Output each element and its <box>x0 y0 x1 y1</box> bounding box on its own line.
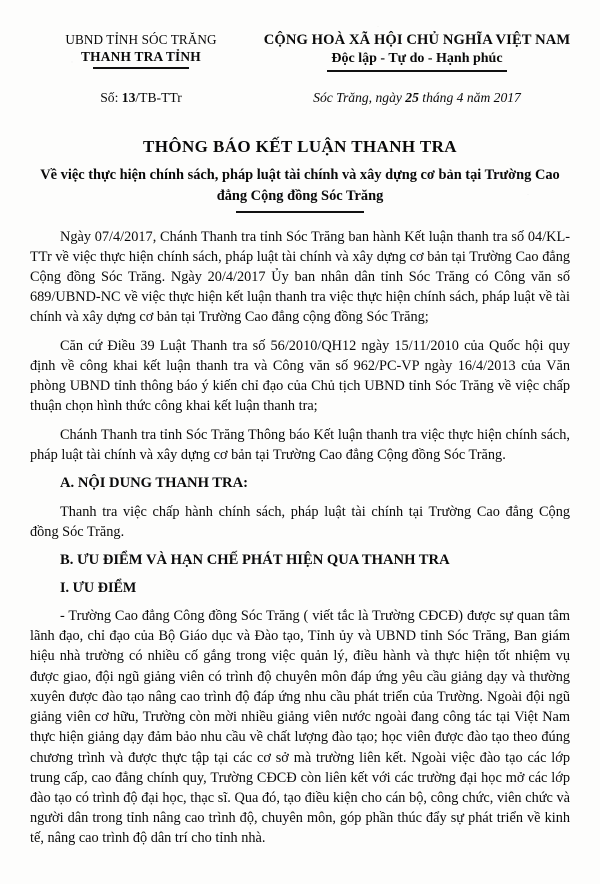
document-body <box>0 227 600 849</box>
place-date-prefix: Sóc Trăng, ngày <box>313 89 406 105</box>
section-a-body: Thanh tra việc chấp hành chính sách, pháp luật tài chính tại Trường Cao đẳng Cộng đồng Sóc Trăng. <box>30 503 570 540</box>
issuing-authority-office: THANH TRA TỈNH <box>81 48 201 64</box>
national-heading-block <box>256 32 574 72</box>
issuing-authority-block <box>26 32 256 69</box>
subsection-i-heading: I. ƯU ĐIỂM <box>60 579 137 596</box>
document-number-row <box>0 72 600 106</box>
paragraph-preamble-1: Ngày 07/4/2017, Chánh Thanh tra tỉnh Sóc Trăng ban hành Kết luận thanh tra số 04/KL-TTr về việc thực hiện chính sách, pháp luật tài chính và xây dựng cơ bản tại Trường Cao đẳng Cộng đồng Sóc Trăng. Ngày 20/4/2017 Ủy ban nhân dân tỉnh Sóc Trăng có Công văn số 689/UBND-NC về việc thực hiện kết luận thanh tra việc thực hiện chính sách, pháp luật về tài chính và xây dựng cơ bản tại Trường Cao đẳng cộng đồng Sóc Trăng; <box>30 228 570 326</box>
section-a-heading: A. NỘI DUNG THANH TRA: <box>60 474 248 491</box>
subsection-i-body: - Trường Cao đẳng Công đồng Sóc Trăng ( viết tắc là Trường CĐCĐ) được sự quan tâm lãnh đạo, chỉ đạo của Bộ Giáo dục và Đào tạo, Tỉnh ủy và UBND tỉnh Sóc Trăng, Ban giám hiệu nhà trường có nhiều cố gắng trong việc quản lý, điều hành và thực hiện tốt nhiệm vụ được giao, đội ngũ giảng viên có trình độ chuyên môn đáp ứng yêu cầu giảng dạy và thường xuyên được đào tạo nâng cao trình độ đáp ứng nhu cầu phát triển của Trường. Ngoài đội ngũ giảng viên cơ hữu, Trường còn mời nhiều giảng viên nước ngoài đang công tác tại Việt Nam thực hiện giảng dạy đảm bảo nhu cầu về chất lượng đào tạo; học viên được đào tạo theo đúng chương trình và được thực tập tại các cơ sở mà trường liên kết. Ngoài việc đào tạo các lớp trung cấp, cao đẳng chính quy, Trường CĐCĐ còn liên kết với các trường đại học mở các lớp đào tạo có trình độ đại học, thạc sĩ. Qua đó, tạo điều kiện cho cán bộ, công chức, viên chức và người dân trong tỉnh nâng cao trình độ, chuyên môn, góp phần thúc đẩy sự phát triển về kinh tế, nâng cao trình độ dân trí cho tỉnh nhà. <box>30 607 570 847</box>
paragraph-preamble-2: Căn cứ Điều 39 Luật Thanh tra số 56/2010/QH12 ngày 15/11/2010 của Quốc hội quy định về công khai kết luận thanh tra và Công văn số 962/PC-VP ngày 16/4/2013 của Văn phòng UBND tỉnh thông báo ý kiến chỉ đạo của Chủ tịch UBND tỉnh Sóc Trăng về việc chấp thuận chọn hình thức công khai kết luận thanh tra; <box>30 337 570 415</box>
national-title: CỘNG HOÀ XÃ HỘI CHỦ NGHĨA VIỆT NAM <box>263 32 571 48</box>
place-date-month-year: tháng 4 năm 2017 <box>418 89 521 105</box>
issuing-authority-province: UBND TỈNH SÓC TRĂNG <box>65 32 217 47</box>
motto-underline <box>327 70 507 72</box>
paragraph-preamble-3: Chánh Thanh tra tỉnh Sóc Trăng Thông báo Kết luận thanh tra việc thực hiện chính sách, pháp luật tài chính và xây dựng cơ bản tại Trường Cao đẳng Cộng đồng Sóc Trăng. <box>30 426 570 463</box>
document-number-value: 13 <box>121 89 136 105</box>
document-number <box>26 90 256 106</box>
place-date-day: 25 <box>405 89 419 105</box>
letterhead <box>0 0 600 72</box>
national-motto: Độc lập - Tự do - Hạnh phúc <box>331 50 503 66</box>
section-b-heading: B. ƯU ĐIỂM VÀ HẠN CHẾ PHÁT HIỆN QUA THANH TRA <box>60 552 450 569</box>
document-number-suffix: /TB-TTr <box>135 89 182 105</box>
document-title: THÔNG BÁO KẾT LUẬN THANH TRA <box>143 136 457 156</box>
place-and-date <box>256 90 574 106</box>
title-underline <box>236 211 364 213</box>
authority-underline <box>93 67 189 69</box>
document-number-prefix: Số: <box>100 89 122 105</box>
document-subtitle: Về việc thực hiện chính sách, pháp luật tài chính và xây dựng cơ bản tại Trường Cao đẳng Cộng đồng Sóc Trăng <box>40 167 560 204</box>
title-block <box>0 136 600 213</box>
